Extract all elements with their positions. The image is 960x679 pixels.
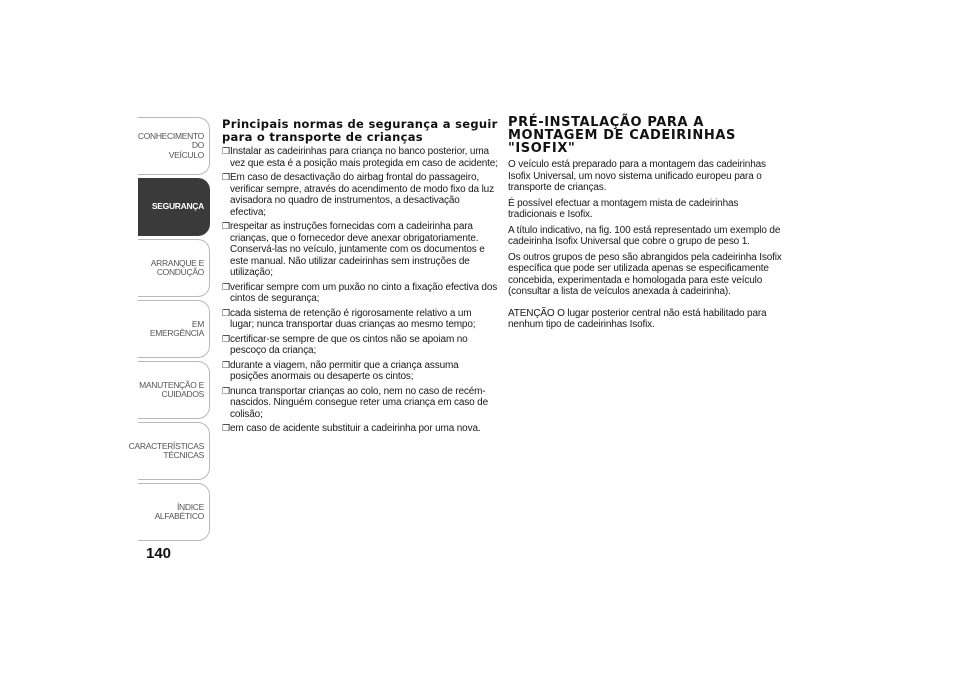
list-item: ❒ certificar-se sempre de que os cintos não se apoiam no pescoço da criança;: [222, 333, 468, 356]
checkbox-bullet-icon: ❒: [222, 172, 230, 182]
checkbox-bullet-icon: ❒: [222, 359, 230, 370]
tab-em-emergencia[interactable]: EM EMERGÊNCIA: [138, 300, 210, 358]
tab-manutencao-e-cuidados[interactable]: MANUTENÇÃO E CUIDADOS: [138, 361, 210, 419]
paragraph: O veículo está preparado para a montagem das cadeirinhas Isofix Universal, um novo sistema unificado europeu para o transporte de crianças.: [508, 159, 766, 193]
checkbox-bullet-icon: ❒: [222, 146, 230, 156]
paragraph: A título indicativo, na fig. 100 está representado um exemplo de cadeirinha Isofix Universal que cobre o grupo de peso 1.: [508, 224, 781, 247]
paragraph: É possível efectuar a montagem mista de cadeirinhas tradicionais e Isofix.: [508, 197, 739, 220]
list-item: ❒ em caso de acidente substituir a cadeirinha por uma nova.: [222, 423, 481, 434]
tab-arranque-e-conducao[interactable]: ARRANQUE E CONDUÇÃO: [138, 239, 210, 297]
checkbox-bullet-icon: ❒: [222, 385, 230, 396]
tab-caracteristicas-tecnicas[interactable]: CARACTERÍSTICAS TÉCNICAS: [138, 422, 210, 480]
tab-indice-alfabetico[interactable]: ÍNDICE ALFABÉTICO: [138, 483, 210, 541]
list-item: ❒ cada sistema de retenção é rigorosamente relativo a um lugar; nunca transportar duas crianças ao mesmo tempo;: [222, 307, 476, 330]
isofix-preinstallation-section: [508, 116, 784, 335]
list-item: ❒ Em caso de desactivação do airbag frontal do passageiro, verificar sempre, através do acendimento de modo fixo da luz avisadora no quadro de instrumentos, a desactivação efectiva;: [222, 172, 494, 218]
checkbox-bullet-icon: ❒: [222, 221, 230, 231]
list-item: ❒ nunca transportar crianças ao colo, nem no caso de recém-nascidos. Ninguém consegue reter uma criança em caso de colisão;: [222, 385, 489, 420]
safety-rules-list: [222, 146, 498, 435]
list-item: ❒ Instalar as cadeirinhas para criança no banco posterior, uma vez que esta é a posição mais protegida em caso de acidente;: [222, 146, 498, 169]
checkbox-bullet-icon: ❒: [222, 281, 230, 292]
page-number: 140: [146, 545, 172, 562]
checkbox-bullet-icon: ❒: [222, 307, 230, 318]
paragraph: Os outros grupos de peso são abrangidos pela cadeirinha Isofix específica que pode ser utilizada apenas se especificamente concebida, experimentada e homologada para este veículo (consultar a lista de veículos anexada à cadeirinha).: [508, 251, 782, 297]
child-safety-rules-section: [222, 118, 498, 438]
section-heading-left: Principais normas de segurança a seguir para o transporte de crianças: [222, 117, 498, 144]
list-item: ❒ respeitar as instruções fornecidas com a cadeirinha para crianças, que o fornecedor deve anexar obrigatoriamente. Conservá-las no veículo, juntamente com os documentos e este manual. Não utilizar cadeirinhas sem instruções de utilização;: [222, 221, 485, 278]
tab-seguranca[interactable]: SEGURANÇA: [138, 178, 210, 236]
warning-paragraph: ATENÇÃO O lugar posterior central não está habilitado para nenhum tipo de cadeirinhas Isofix.: [508, 307, 767, 330]
checkbox-bullet-icon: ❒: [222, 333, 230, 344]
list-item: ❒ verificar sempre com um puxão no cinto a fixação efectiva dos cintos de segurança;: [222, 281, 498, 304]
chapter-sidebar: [128, 117, 212, 547]
tab-conhecimento-do-veiculo[interactable]: CONHECIMENTO DO VEÍCULO: [138, 117, 210, 175]
checkbox-bullet-icon: ❒: [222, 423, 230, 433]
section-heading-right: PRÉ-INSTALAÇÃO PARA A MONTAGEM DE CADEIRINHAS "ISOFIX": [508, 115, 736, 156]
isofix-paragraphs: [508, 159, 784, 331]
list-item: ❒ durante a viagem, não permitir que a criança assuma posições anormais ou desaperte os cintos;: [222, 359, 459, 382]
